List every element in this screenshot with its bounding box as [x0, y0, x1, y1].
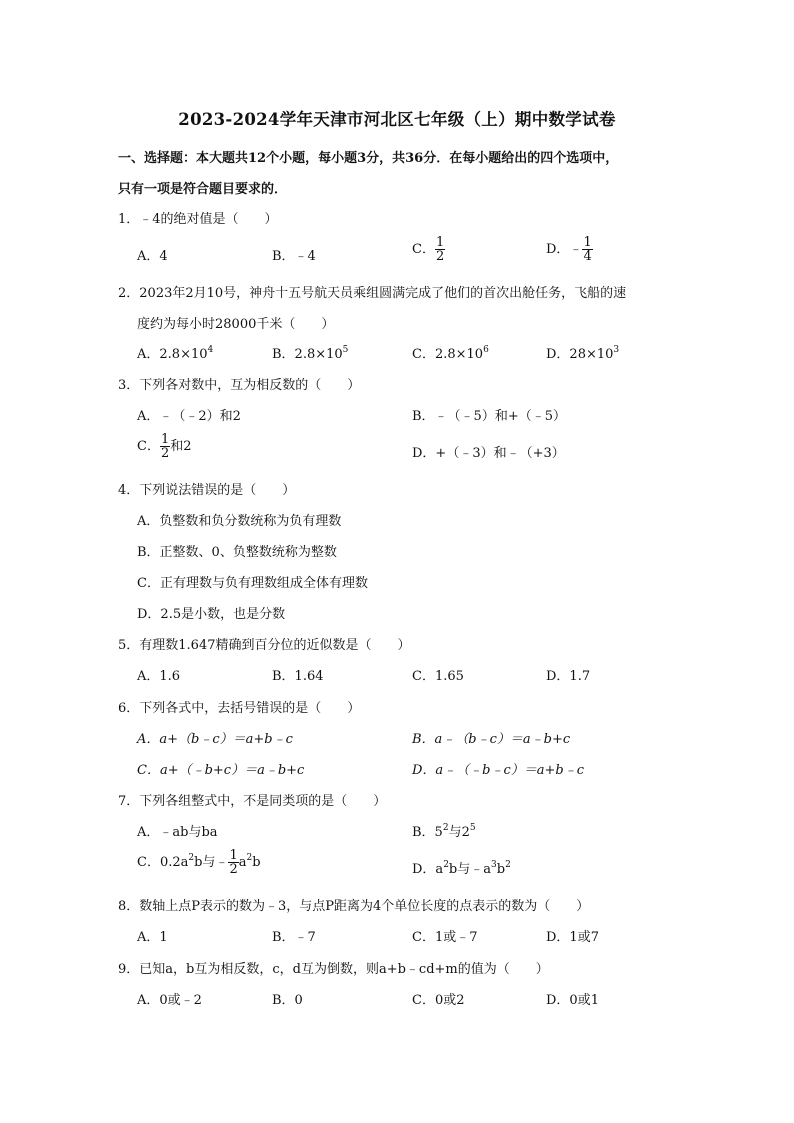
exponent: 2 [505, 860, 511, 870]
exponent: 2 [443, 860, 449, 870]
question-2-stem-line1: 2．2023年2月10号，神舟十五号航天员乘组圆满完成了他们的首次出舱任务，飞船的速 [118, 286, 627, 301]
fraction [160, 433, 170, 460]
exponent: 5 [469, 823, 476, 833]
question-9-option-b: B．0 [272, 993, 303, 1008]
fraction [582, 236, 592, 263]
question-1-option-b: B．﹣4 [272, 249, 316, 264]
option-text: b与﹣ [194, 855, 229, 870]
fraction [435, 236, 445, 263]
question-3-stem: 3．下列各对数中，互为相反数的（ ） [118, 378, 361, 393]
question-6-stem: 6．下列各式中，去括号错误的是（ ） [118, 701, 361, 716]
question-6-option-c: C．a+（﹣b+c）＝a﹣b+c [137, 763, 305, 778]
question-8-stem: 8．数轴上点P表示的数为﹣3，与点P距离为4个单位长度的点表示的数为（ ） [118, 899, 590, 914]
question-5-option-c: C．1.65 [412, 669, 464, 684]
question-9-option-a: A．0或﹣2 [137, 993, 202, 1008]
question-7-stem: 7．下列各组整式中，不是同类项的是（ ） [118, 794, 387, 809]
exponent: 2 [188, 853, 195, 863]
question-9-option-c: C．0或2 [412, 993, 465, 1008]
question-8-option-d: D．1或7 [546, 930, 599, 945]
option-text: B．2.8×10 [272, 347, 343, 362]
fraction-denominator: 2 [435, 249, 445, 264]
question-7-option-c [137, 849, 261, 876]
fraction [228, 849, 238, 876]
fraction-denominator: 2 [160, 446, 170, 461]
question-2-option-c [412, 343, 489, 362]
question-3-option-a: A．﹣（﹣2）和2 [137, 409, 241, 424]
section-heading-line1: 一、选择题：本大题共12个小题，每小题3分，共36分．在每小题给出的四个选项中， [118, 151, 619, 166]
option-suffix: 和2 [170, 439, 192, 454]
question-2-option-d [546, 343, 619, 362]
question-6-option-b: B．a﹣（b﹣c）＝a﹣b+c [412, 732, 571, 747]
exponent: 2 [442, 823, 449, 833]
question-4-option-a: A．负整数和负分数统称为负有理数 [137, 514, 342, 529]
question-6-option-d: D．a﹣（﹣b﹣c）＝a+b﹣c [412, 763, 585, 778]
question-1-option-d [546, 236, 593, 263]
question-5-stem: 5．有理数1.647精确到百分位的近似数是（ ） [118, 638, 411, 653]
exponent: 3 [613, 345, 620, 355]
fraction-denominator: 4 [583, 249, 592, 264]
question-4-stem: 4．下列说法错误的是（ ） [118, 483, 296, 498]
fraction-denominator: 2 [229, 862, 238, 877]
option-prefix: D．﹣ [546, 242, 583, 257]
question-3-option-b: B．﹣（﹣5）和+（﹣5） [412, 409, 566, 424]
option-text: D．28×10 [546, 347, 614, 362]
question-3-option-c [137, 433, 192, 460]
exponent: 6 [483, 345, 489, 355]
exponent: 3 [491, 860, 497, 870]
fraction-numerator: 1 [435, 235, 445, 250]
option-text: b与﹣a [448, 862, 491, 877]
question-2-option-a [137, 343, 213, 362]
exponent: 5 [342, 345, 349, 355]
option-text: b [252, 855, 261, 870]
option-text: C．2.8×10 [412, 347, 484, 362]
question-2-stem-line2: 度约为每小时28000千米（ ） [137, 317, 335, 332]
option-prefix: C． [137, 439, 160, 454]
question-5-option-a: A．1.6 [137, 669, 181, 684]
question-8-option-b: B．﹣7 [272, 930, 316, 945]
option-prefix: C． [412, 242, 435, 257]
option-text: A．2.8×10 [137, 347, 208, 362]
exponent: 4 [207, 345, 214, 355]
question-5-option-b: B．1.64 [272, 669, 324, 684]
question-1-stem: 1．﹣4的绝对值是（ ） [118, 212, 278, 227]
question-4-option-b: B．正整数、0、负整数统称为整数 [137, 545, 337, 560]
fraction-numerator: 1 [229, 848, 238, 863]
option-text: a [238, 855, 247, 870]
question-1-option-a: A．4 [137, 249, 168, 264]
question-7-option-a: A．﹣ab与ba [137, 825, 218, 840]
option-text: B．5 [412, 825, 443, 840]
option-text: D．a [412, 862, 444, 877]
exponent: 2 [246, 853, 253, 863]
option-text: 与2 [448, 825, 470, 840]
question-3-option-d: D．+（﹣3）和﹣（+3） [412, 446, 565, 461]
fraction-numerator: 1 [583, 235, 592, 250]
page-title: 2023-2024学年天津市河北区七年级（上）期中数学试卷 [178, 110, 616, 129]
question-1-option-c [412, 236, 445, 263]
fraction-numerator: 1 [160, 432, 170, 447]
question-8-option-c: C．1或﹣7 [412, 930, 478, 945]
question-6-option-a: A．a+（b﹣c）＝a+b﹣c [137, 732, 293, 747]
question-7-option-b [412, 821, 476, 840]
question-7-option-d [412, 858, 511, 877]
question-4-option-d: D．2.5是小数，也是分数 [137, 607, 286, 622]
option-text: b [496, 862, 506, 877]
section-heading-line2: 只有一项是符合题目要求的． [118, 182, 288, 197]
option-text: C．0.2a [137, 855, 189, 870]
question-8-option-a: A．1 [137, 930, 168, 945]
question-9-stem: 9．已知a，b互为相反数，c，d互为倒数，则a+b﹣cd+m的值为（ ） [118, 962, 549, 977]
question-9-option-d: D．0或1 [546, 993, 599, 1008]
question-2-option-b [272, 343, 348, 362]
question-5-option-d: D．1.7 [546, 669, 591, 684]
question-4-option-c: C．正有理数与负有理数组成全体有理数 [137, 576, 368, 591]
